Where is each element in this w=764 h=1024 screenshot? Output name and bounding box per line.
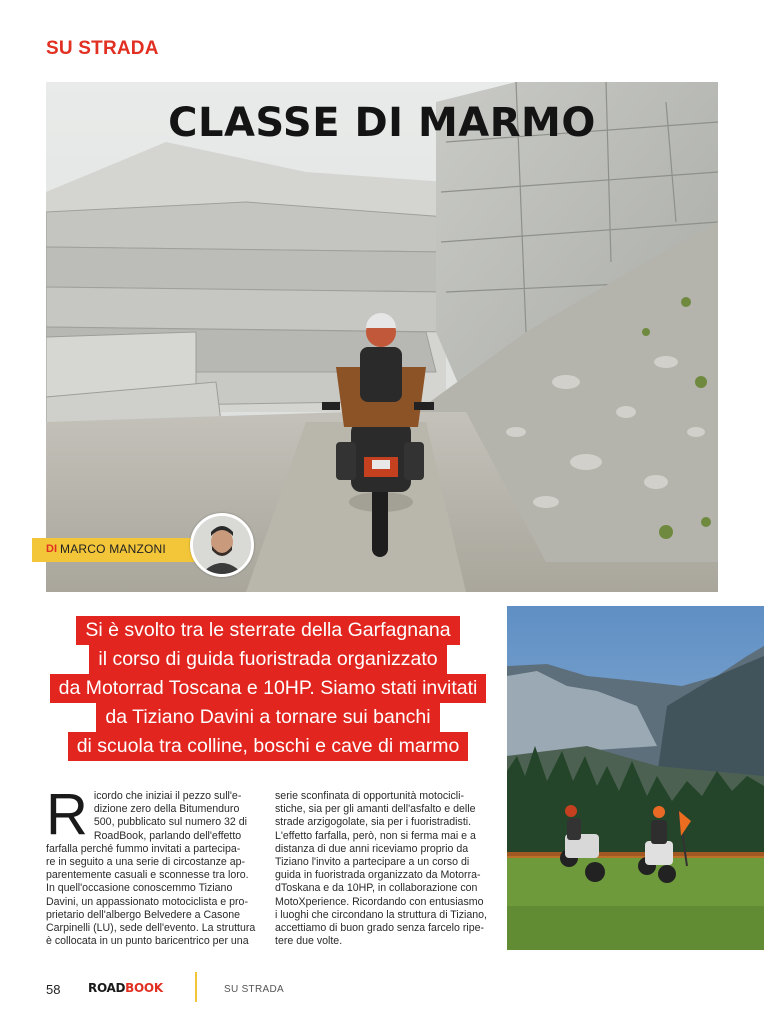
article-title: CLASSE DI MARMO — [168, 100, 596, 146]
body-line: L'effetto farfalla, però, non si ferma mai e a — [275, 829, 476, 842]
brand-accent: BOOK — [125, 981, 163, 995]
body-column-right — [275, 790, 503, 948]
body-line: accettiamo di buon grado senza farcelo ripe- — [275, 922, 485, 935]
body-line: dToskana e da 10HP, in collaborazione con — [275, 882, 478, 895]
footer-divider — [195, 972, 197, 1002]
footer-section-label: SU STRADA — [224, 984, 284, 995]
body-line: Carpinelli (LU), sede dell'evento. La struttura — [46, 922, 256, 935]
author-prefix: DI — [46, 543, 57, 555]
side-photo — [507, 606, 764, 950]
body-line: parentemente casuali e sconnesse tra loro. — [46, 869, 249, 882]
brand-main: ROAD — [88, 981, 126, 995]
body-line: icordo che iniziai il pezzo sull'e- — [93, 790, 242, 802]
body-line: i luoghi che circondano la struttura di Tiziano, — [275, 908, 487, 921]
body-line: serie sconfinata di opportunità motocicli- — [275, 790, 465, 802]
dropcap: R — [46, 782, 88, 847]
body-line: 500, pubblicato sul numero 32 di — [93, 816, 248, 829]
author-band — [32, 538, 196, 562]
body-line: è collocata in un punto baricentrico per una — [46, 935, 249, 948]
body-line: RoadBook, parlando dell'effetto — [93, 829, 242, 842]
intro-line: il corso di guida fuoristrada organizzato — [89, 645, 446, 674]
article-intro — [36, 616, 500, 761]
hero-photo — [46, 82, 718, 592]
body-line: farfalla perché fummo invitati a partecipa- — [46, 842, 241, 855]
body-line: guida in fuoristrada organizzato da Motorra- — [275, 869, 481, 882]
body-line: tere due volte. — [275, 935, 343, 948]
marble-quarry-illustration — [46, 82, 718, 592]
intro-line: da Motorrad Toscana e 10HP. Siamo stati invitati — [50, 674, 487, 703]
body-line: re in seguito a una serie di circostanze ap- — [46, 856, 246, 869]
intro-line: Si è svolto tra le sterrate della Garfagnana — [76, 616, 459, 645]
body-line: dizione zero della Bitumenduro — [93, 803, 240, 816]
author-avatar — [190, 513, 254, 577]
body-line: strade arzigogolate, sia per i fuoristradisti. — [275, 816, 472, 829]
intro-line: da Tiziano Davini a tornare sui banchi — [96, 703, 439, 732]
body-line: distanza di due anni riceviamo proprio da — [275, 842, 469, 855]
body-line: MotoXperience. Ricordando con entusiasmo — [275, 895, 484, 908]
body-line: In quell'occasione conoscemmo Tiziano — [46, 882, 233, 895]
mountain-training-illustration — [507, 606, 764, 950]
body-line: Davini, un appassionato motociclista e pro- — [46, 895, 248, 908]
body-column-left — [46, 782, 274, 948]
intro-line: di scuola tra colline, boschi e cave di marmo — [68, 732, 469, 761]
page-number: 58 — [46, 982, 61, 997]
author-name: MARCO MANZONI — [60, 542, 166, 556]
body-line: prietario dell'albergo Belvedere a Casone — [46, 908, 241, 921]
section-label: SU STRADA — [46, 38, 159, 59]
body-line: Tiziano l'invito a partecipare a un corso di — [275, 856, 470, 869]
brand-logo — [88, 981, 163, 995]
body-line: stiche, sia per gli amanti dell'asfalto e delle — [275, 803, 476, 816]
